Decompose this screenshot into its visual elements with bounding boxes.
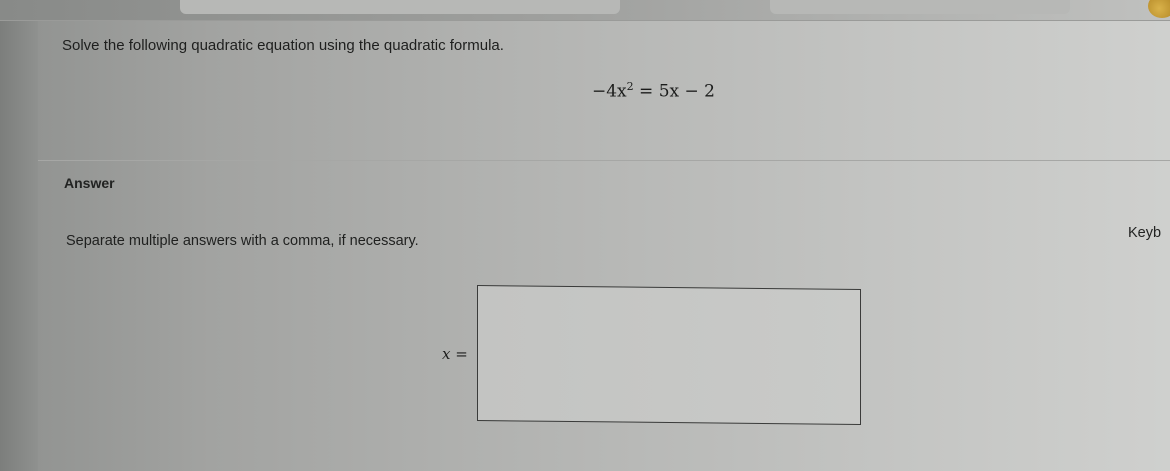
equation-exponent: 2 (626, 80, 634, 93)
equation-left: −4x (592, 81, 627, 102)
corner-status-icon[interactable] (1148, 0, 1170, 18)
answer-panel (38, 161, 1170, 471)
question-panel (38, 20, 1170, 161)
variable-name: x (442, 345, 451, 363)
variable-label (442, 345, 468, 363)
question-prompt: Solve the following quadratic equation using the quadratic formula. (62, 37, 504, 54)
top-toolbar-strip (0, 0, 1170, 21)
toolbar-tab-edge (770, 0, 1070, 14)
quadratic-equation (592, 80, 715, 102)
toolbar-tab-edge (180, 0, 620, 14)
equation-right: = 5x − 2 (633, 81, 715, 102)
equals-sign: = (450, 345, 468, 363)
answer-instructions: Separate multiple answers with a comma, if necessary. (66, 233, 419, 249)
keyboard-toggle-link[interactable]: Keyb (1128, 225, 1162, 241)
answer-heading: Answer (64, 175, 115, 191)
left-gutter (0, 0, 38, 471)
answer-input[interactable] (477, 285, 861, 425)
